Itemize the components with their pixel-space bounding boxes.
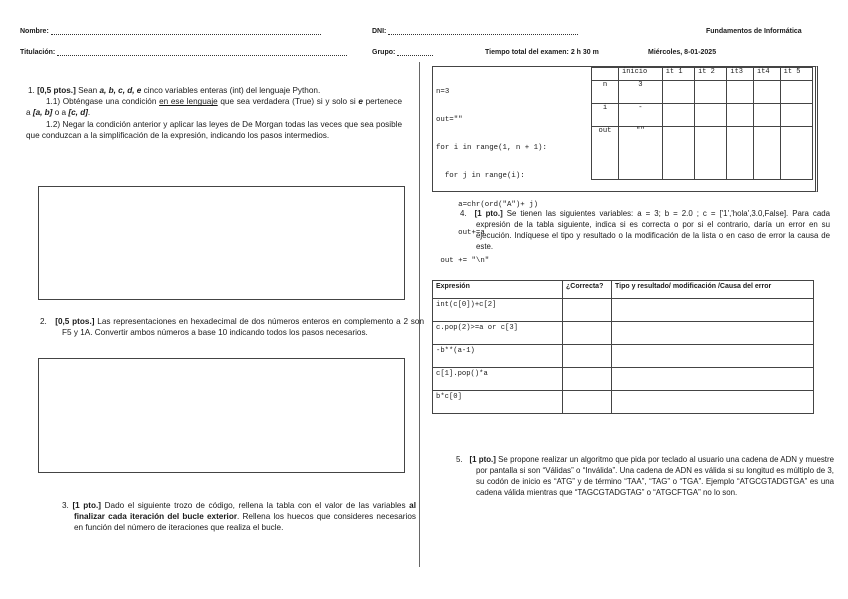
header-titulacion	[20, 49, 347, 56]
trace-cell-inicio[interactable]: 3	[619, 81, 663, 104]
expr-result-cell[interactable]	[612, 368, 814, 391]
trace-table	[591, 67, 813, 180]
grupo-field[interactable]	[397, 55, 433, 56]
trace-header-cell: inicio	[619, 68, 663, 81]
q1-1-a: 1.1) Obténgase una condición	[46, 97, 157, 107]
trace-header-cell: it 2	[695, 68, 727, 81]
trace-cell[interactable]	[695, 104, 727, 127]
dni-field[interactable]	[388, 34, 578, 35]
expr-correct-cell[interactable]	[563, 391, 612, 414]
q3-bold: al finalizar cada iteración del bucle exterior	[74, 501, 416, 522]
expr-cell: b*c[0]	[433, 391, 563, 414]
q3-text-b: . Rellena los huecos que consideres necesarios en función del número de iteraciones que realiza el bucle.	[74, 512, 417, 533]
q1-1-ab: [a, b]	[32, 108, 53, 118]
question-4	[460, 208, 830, 252]
trace-header-cell: it 1	[662, 68, 694, 81]
trace-cell[interactable]	[780, 127, 812, 180]
q1-points: [0,5 ptos.]	[37, 86, 76, 95]
question-5	[456, 454, 834, 498]
question-3	[62, 500, 416, 534]
trace-row-label: i	[592, 104, 619, 127]
expr-cell: -b**(a-1)	[433, 345, 563, 368]
trace-cell[interactable]	[695, 127, 727, 180]
code-line: a=chr(ord("A")+ j)	[436, 200, 539, 209]
expr-row	[433, 299, 814, 322]
trace-cell[interactable]	[727, 81, 754, 104]
code-line: n=3	[436, 87, 450, 96]
expr-result-cell[interactable]	[612, 299, 814, 322]
nombre-label: Nombre:	[20, 28, 49, 35]
titulacion-label: Titulación:	[20, 49, 56, 56]
header-grupo	[372, 49, 433, 56]
expr-cell: int(c[0])+c[2]	[433, 299, 563, 322]
trace-cell[interactable]	[780, 81, 812, 104]
dni-label: DNI:	[372, 28, 387, 35]
code-line: out += "\n"	[436, 257, 490, 266]
trace-cell[interactable]	[780, 104, 812, 127]
trace-row-n	[592, 81, 813, 104]
expr-result-cell[interactable]	[612, 391, 814, 414]
trace-row-label: n	[592, 81, 619, 104]
expr-correct-cell[interactable]	[563, 299, 612, 322]
code-line: out=""	[436, 116, 463, 125]
q1-number: 1.	[28, 86, 35, 95]
trace-cell[interactable]	[754, 127, 781, 180]
grupo-label: Grupo:	[372, 49, 396, 56]
header-dni	[372, 28, 578, 35]
expr-row	[433, 322, 814, 345]
question-1	[26, 85, 402, 141]
q1-1-cd: [c, d]	[68, 108, 88, 118]
code-line: out+=a	[436, 228, 485, 237]
q5-text: Se propone realizar un algoritmo que pida por teclado al usuario una cadena de ADN y muestre por pantalla si son “Válidas” o “Inválida”. Una cadena de ADN es válida si su longitud es múltiplo de 3, su codón de inicio es “ATG” y de término “TAA”, “TAG” o “TGA”. Ejemplo “ATGCGTADGTGA” es una cadena válida mientras que “TAGCGTADGTAG” o “ATGCFTGA” no lo son.	[476, 455, 834, 497]
expr-header-cell: Expresión	[433, 281, 563, 299]
expression-table	[432, 280, 814, 414]
trace-row-i	[592, 104, 813, 127]
q1-intro-b: cinco variables enteras (int) del lenguaje Python.	[143, 86, 321, 95]
expr-row	[433, 345, 814, 368]
expr-row	[433, 368, 814, 391]
q4-text: Se tienen las siguientes variables: a = 3; b = 2.0 ; c = ['1','hola',3.0,False]. Para cada expresión de la tabla siguiente, indica si es correcta o por si el contrario, daría un error en su ejecución. Indíquese el tipo y resultado o la modificación de la lista o en caso de error la causa de este.	[476, 209, 830, 251]
q1-1-underlined: en ese lenguaje	[159, 97, 218, 107]
q2-number: 2.	[40, 317, 47, 326]
q2-answer-box[interactable]	[38, 358, 405, 473]
q5-number: 5.	[456, 455, 463, 464]
exam-date: Miércoles, 8-01-2025	[648, 49, 717, 56]
q1-1-end: .	[87, 108, 91, 118]
trace-header-row	[592, 68, 813, 81]
titulacion-field[interactable]	[57, 55, 347, 56]
trace-header-cell: it 5	[780, 68, 812, 81]
expr-correct-cell[interactable]	[563, 322, 612, 345]
q1-1-b: que sea verdadera (True) si y solo si	[220, 97, 356, 107]
q3-text-a: Dado el siguiente trozo de código, rellena la tabla con el valor de las variables	[104, 501, 406, 510]
expr-result-cell[interactable]	[612, 322, 814, 345]
header-nombre	[20, 28, 321, 35]
expr-result-cell[interactable]	[612, 345, 814, 368]
expr-header-cell: Tipo y resultado/ modificación /Causa del error	[612, 281, 814, 299]
trace-cell-inicio[interactable]: -	[619, 104, 663, 127]
expr-row	[433, 391, 814, 414]
expr-header-row	[433, 281, 814, 299]
q2-points: [0,5 ptos.]	[55, 317, 95, 326]
q1-1-e: e	[358, 97, 363, 107]
trace-cell[interactable]	[727, 104, 754, 127]
trace-header-cell	[592, 68, 619, 81]
trace-cell[interactable]	[662, 127, 694, 180]
code-listing	[436, 69, 547, 285]
q1-1-o: o a	[54, 108, 67, 118]
code-line: for i in range(1, n + 1):	[436, 144, 547, 153]
trace-cell[interactable]	[695, 81, 727, 104]
q1-2: 1.2) Negar la condición anterior y aplicar las leyes de De Morgan todas las veces que sea posible que conduzcan a la simplificación de la expresión, indicando los pasos intermedios.	[26, 119, 402, 140]
nombre-field[interactable]	[51, 34, 321, 35]
expr-correct-cell[interactable]	[563, 345, 612, 368]
trace-cell[interactable]	[754, 104, 781, 127]
trace-cell[interactable]	[727, 127, 754, 180]
trace-row-out	[592, 127, 813, 180]
code-line: for j in range(i):	[436, 172, 525, 181]
q1-vars: a, b, c, d, e	[99, 86, 142, 95]
expr-cell: c[1].pop()*a	[433, 368, 563, 391]
expr-cell: c.pop(2)>=a or c[3]	[433, 322, 563, 345]
trace-cell-inicio[interactable]: ""	[619, 127, 663, 180]
q5-points: [1 pto.]	[469, 455, 496, 464]
column-divider	[419, 62, 420, 567]
exam-time: Tiempo total del examen: 2 h 30 m	[485, 49, 599, 56]
course-title: Fundamentos de Informática	[706, 28, 802, 35]
trace-cell[interactable]	[754, 81, 781, 104]
q4-number: 4.	[460, 209, 467, 218]
trace-cell[interactable]	[662, 81, 694, 104]
q3-points: [1 pto.]	[72, 501, 102, 510]
q2-text: Las representaciones en hexadecimal de dos números enteros en complemento a 2 son F5 y 1A. Convertir ambos números a base 10 indicando todos los pasos necesarios.	[62, 317, 425, 338]
trace-row-label: out	[592, 127, 619, 180]
q1-answer-box[interactable]	[38, 186, 405, 300]
q3-number: 3.	[62, 501, 69, 510]
trace-cell[interactable]	[662, 104, 694, 127]
question-2	[40, 316, 424, 338]
q1-intro-a: Sean	[78, 86, 98, 95]
q1-1-c: pertenece a	[26, 97, 403, 118]
q4-points: [1 pto.]	[474, 209, 503, 218]
expr-correct-cell[interactable]	[563, 368, 612, 391]
expr-header-cell: ¿Correcta?	[563, 281, 612, 299]
trace-header-cell: it4	[754, 68, 781, 81]
trace-header-cell: it3	[727, 68, 754, 81]
